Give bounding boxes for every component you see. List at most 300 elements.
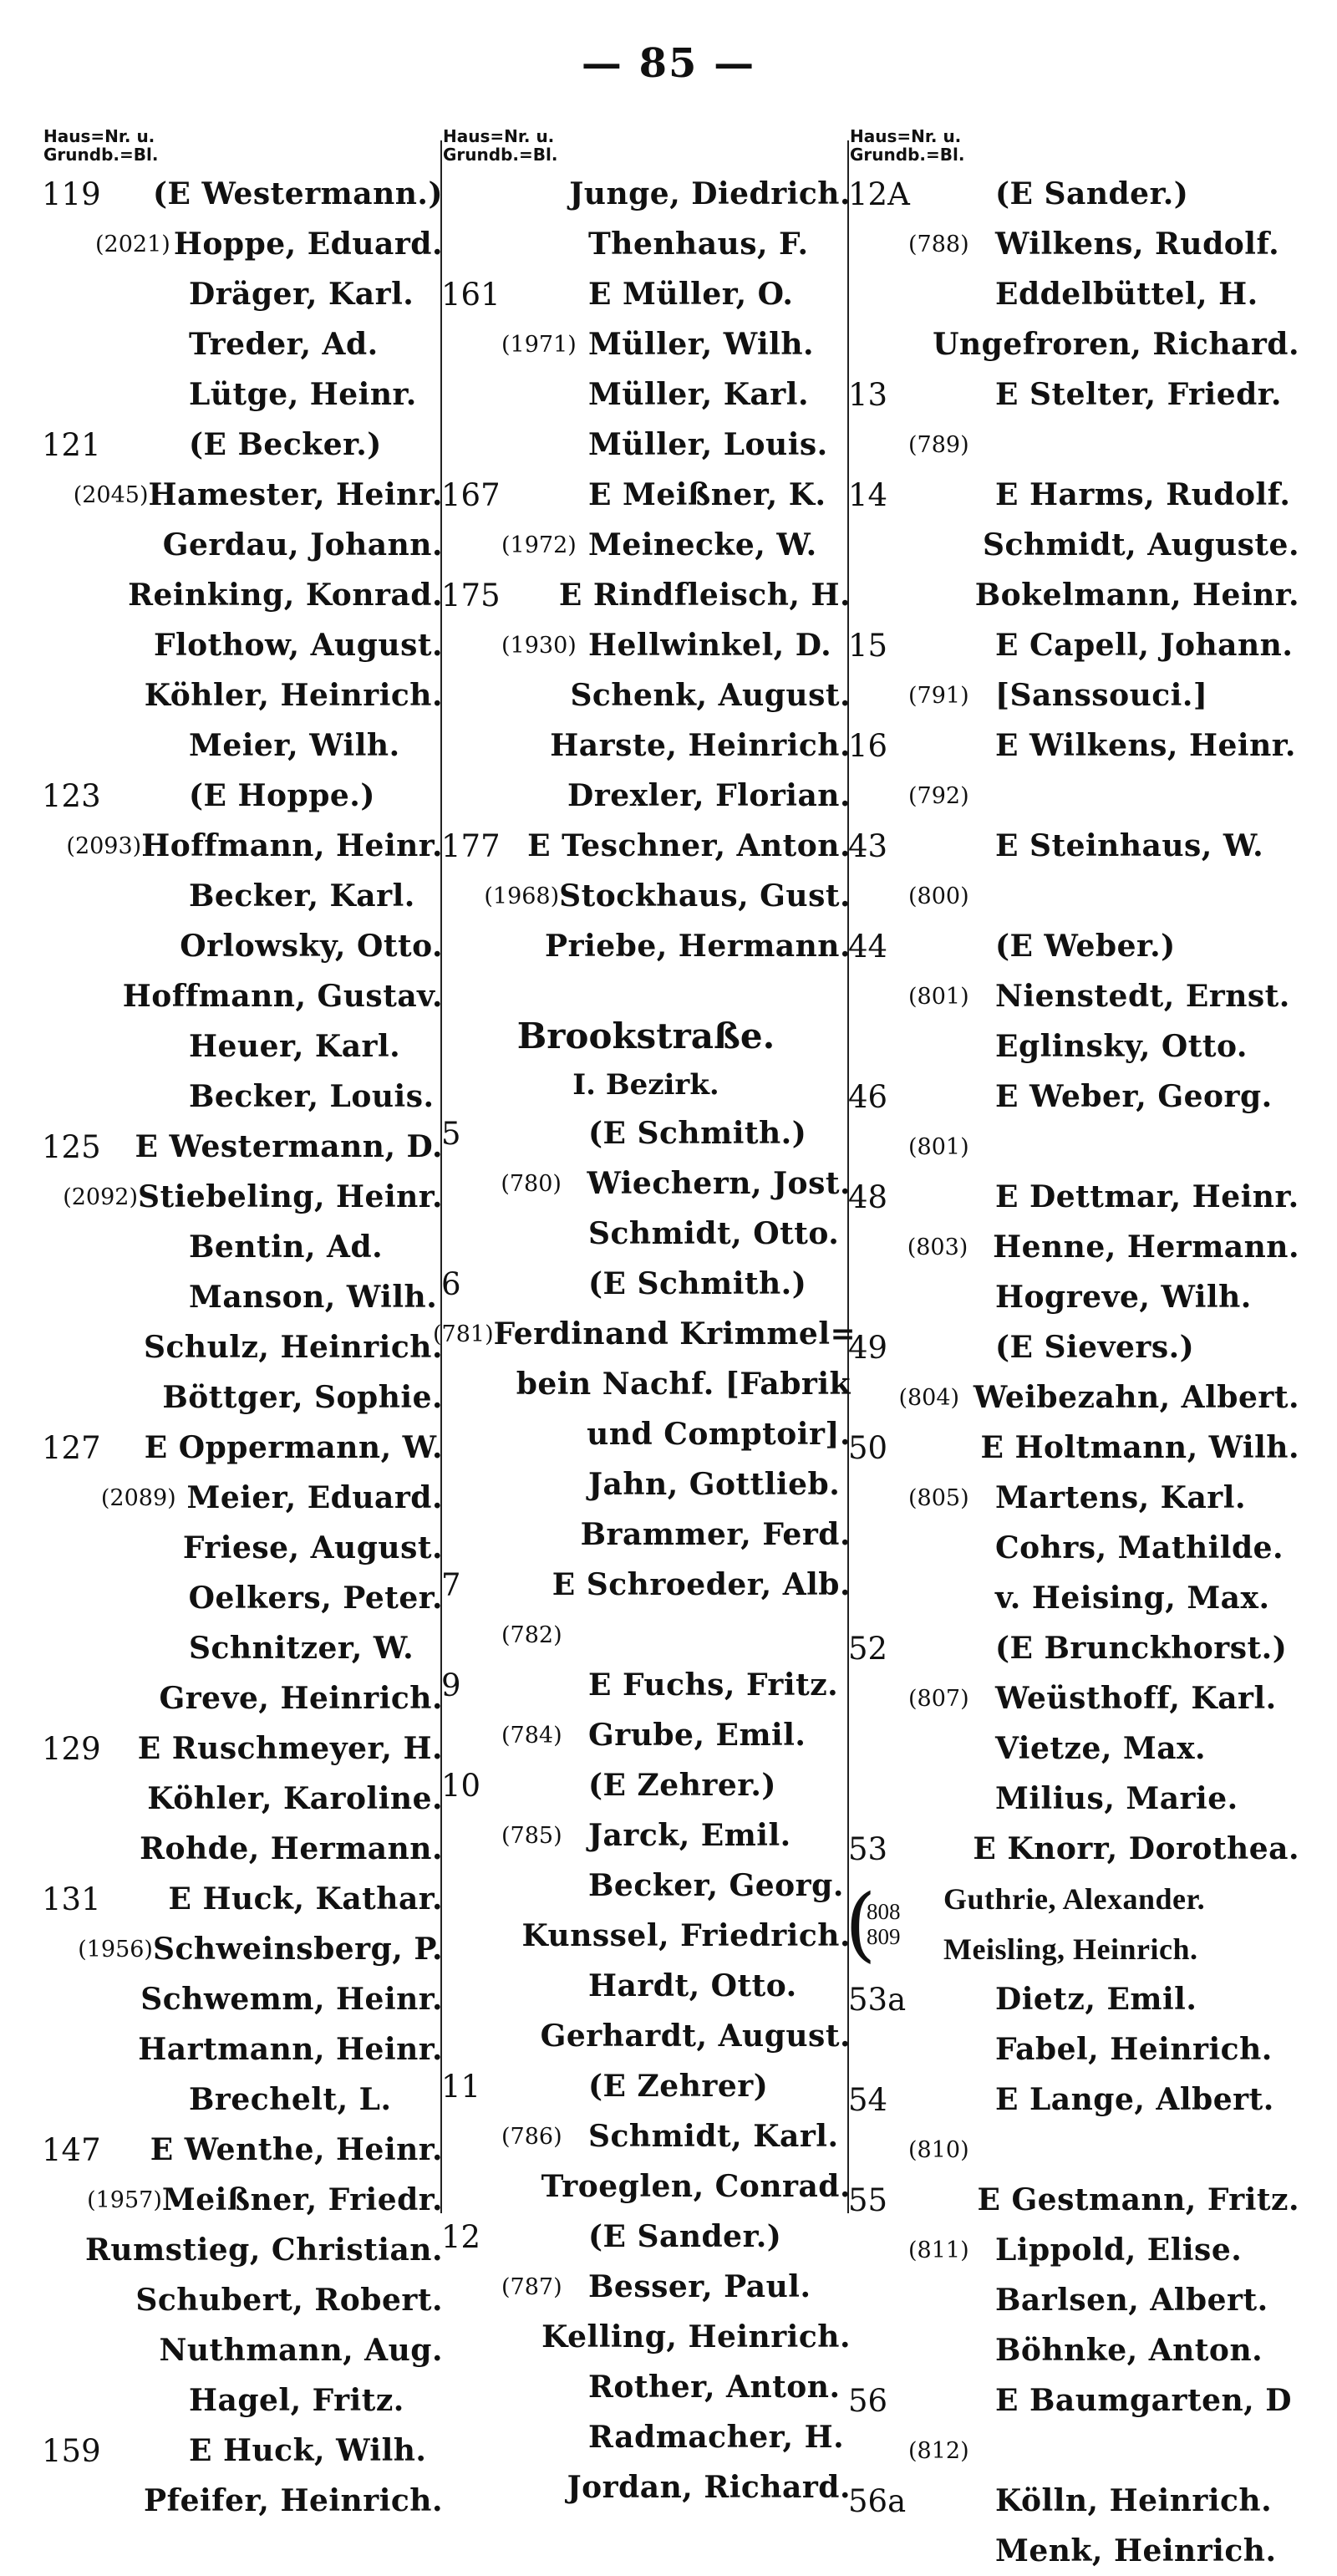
entry-text: Becker, Georg.	[588, 1868, 844, 1903]
entry-line	[441, 2262, 851, 2312]
parcel-number: (1968)	[484, 883, 560, 909]
entry-text: Cohrs, Mathilde.	[995, 1530, 1284, 1565]
entry-text: Heuer, Karl.	[189, 1029, 401, 1064]
entry-text: E Knorr, Dorothea.	[973, 1831, 1299, 1866]
entry-text: Stockhaus, Gust.	[559, 878, 851, 914]
entry-line	[848, 169, 1299, 219]
entry-text: Schweinsberg, P.	[152, 1932, 443, 1967]
entry-text: E Wenthe, Heinr.	[150, 2132, 443, 2167]
entry-line	[441, 2312, 851, 2362]
entry-text: Gerdau, Johann.	[162, 527, 443, 563]
entry-text: Hoffmann, Heinr.	[141, 828, 443, 863]
page-number: — 85 —	[581, 40, 756, 87]
entry-line	[42, 169, 443, 219]
entry-line	[42, 1573, 443, 1623]
entry-text: Radmacher, H.	[588, 2420, 845, 2455]
house-number: 11	[441, 2068, 481, 2105]
entry-text: Hoffmann, Gustav.	[122, 979, 443, 1014]
entry-line	[42, 2125, 443, 2175]
entry-line	[848, 2125, 1299, 2175]
house-number: 53	[848, 1830, 888, 1867]
bracket-entry	[845, 1874, 1299, 1974]
entry-text: Thenhaus, F.	[588, 227, 809, 262]
entry-text: Wiechern, Jost.	[587, 1166, 851, 1201]
entry-line	[848, 520, 1299, 570]
house-number: 10	[441, 1767, 481, 1804]
entry-line	[848, 921, 1299, 971]
entry-line	[848, 269, 1299, 319]
entry-text: Weibezahn, Albert.	[973, 1380, 1299, 1415]
entry-line	[848, 971, 1299, 1021]
entry-line	[42, 319, 443, 369]
entry-line	[42, 1473, 443, 1523]
entry-line	[441, 821, 851, 871]
entry-text: E Huck, Kathar.	[168, 1881, 443, 1917]
entry-line	[441, 470, 851, 520]
house-number: 13	[848, 376, 888, 413]
entry-text: E Teschner, Anton.	[527, 828, 851, 863]
entry-text: Milius, Marie.	[995, 1781, 1238, 1816]
entry-line	[441, 771, 851, 821]
entry-line	[441, 1560, 851, 1610]
entry-list	[848, 169, 1299, 1874]
entry-line	[441, 319, 851, 369]
entry-line	[42, 1723, 443, 1774]
entry-line	[42, 1673, 443, 1723]
entry-line	[848, 2225, 1299, 2275]
house-number: 175	[441, 577, 501, 613]
entry-line	[848, 1122, 1299, 1172]
entry-line	[441, 369, 851, 420]
parcel-number: (2093)	[66, 832, 142, 859]
entry-text: Fabel, Heinrich.	[995, 2032, 1273, 2067]
entry-text: Lippold, Elise.	[995, 2232, 1243, 2268]
entry-text: Bentin, Ad.	[189, 1229, 384, 1265]
entry-line	[42, 1122, 443, 1172]
entry-line	[441, 1359, 851, 1409]
entry-line	[848, 1673, 1299, 1723]
entry-text: Schubert, Robert.	[135, 2283, 443, 2318]
entry-text: Greve, Heinrich.	[159, 1681, 443, 1716]
entry-line	[42, 1523, 443, 1573]
entry-line	[441, 169, 851, 219]
entry-line	[848, 2075, 1299, 2125]
entry-line	[848, 2426, 1299, 2476]
house-number: 46	[848, 1078, 888, 1115]
entry-text: Hardt, Otto.	[588, 1968, 797, 2003]
entry-line	[441, 1459, 851, 1509]
entry-text: Kunssel, Friedrich.	[521, 1918, 851, 1953]
entry-line	[848, 369, 1299, 420]
entry-text: (E Zehrer)	[588, 2069, 769, 2104]
house-number: 48	[848, 1179, 888, 1215]
entry-text: Guthrie, Alexander.	[943, 1882, 1206, 1916]
parcel-number: (784)	[501, 1722, 562, 1749]
entry-text: Hamester, Heinr.	[148, 477, 443, 512]
entry-text: Brechelt, L.	[189, 2082, 392, 2117]
parcel-number: (788)	[908, 231, 969, 257]
entry-line	[42, 2024, 443, 2075]
entry-text: Dräger, Karl.	[189, 277, 414, 312]
entry-text: Bokelmann, Heinr.	[974, 578, 1299, 613]
entry-text: Becker, Karl.	[189, 878, 415, 914]
entry-line	[441, 420, 851, 470]
entry-text: bein Nachf. [Fabrik	[516, 1367, 851, 1402]
entry-line	[848, 1723, 1299, 1774]
entry-line	[42, 219, 443, 269]
entry-text: (E Sievers.)	[995, 1330, 1195, 1365]
entry-text: Vietze, Max.	[995, 1731, 1207, 1766]
entry-line	[42, 369, 443, 420]
parcel-number: (810)	[908, 2136, 969, 2163]
entry-line	[42, 670, 443, 720]
entry-line	[42, 1623, 443, 1673]
entry-line	[848, 670, 1299, 720]
entry-text: Pfeifer, Heinrich.	[144, 2483, 443, 2518]
entry-line	[848, 1423, 1299, 1473]
entry-line	[848, 1372, 1299, 1423]
entry-text: Flothow, August.	[153, 628, 443, 663]
entry-line	[848, 1473, 1299, 1523]
street-heading: Brookstraße.	[516, 1016, 775, 1056]
entry-line	[42, 2175, 443, 2225]
parcel-number: (1971)	[501, 331, 577, 358]
entry-line	[441, 1158, 851, 1209]
entry-line	[848, 2375, 1299, 2426]
entry-text: Manson, Wilh.	[189, 1280, 438, 1315]
entry-text: Besser, Paul.	[588, 2269, 811, 2304]
entry-line	[42, 1372, 443, 1423]
parcel-number: (786)	[501, 2123, 562, 2150]
entry-line	[441, 1961, 851, 2011]
entry-text: E Westermann, D.	[135, 1129, 443, 1164]
entry-line	[42, 2225, 443, 2275]
entry-line	[42, 420, 443, 470]
entry-text: E Rindfleisch, H.	[558, 578, 851, 613]
entry-text: (E Schmith.)	[588, 1116, 807, 1151]
entry-line	[848, 871, 1299, 921]
entry-line	[441, 1710, 851, 1760]
entry-line	[848, 219, 1299, 269]
house-number: 55	[848, 2181, 888, 2218]
entry-text: Nienstedt, Ernst.	[995, 979, 1290, 1014]
entry-text: (E Zehrer.)	[588, 1768, 776, 1803]
entry-line	[848, 420, 1299, 470]
entry-text: Orlowsky, Otto.	[180, 929, 443, 964]
entry-line	[42, 2476, 443, 2526]
entry-text: Schwemm, Heinr.	[140, 1982, 443, 2017]
entry-text: Hogreve, Wilh.	[995, 1280, 1252, 1315]
entry-list	[441, 169, 851, 971]
entry-text: Schmidt, Otto.	[588, 1216, 840, 1251]
entry-list	[42, 169, 443, 2526]
entry-text: E Steinhaus, W.	[995, 828, 1264, 863]
entry-line	[42, 2426, 443, 2476]
parcel-number: (2089)	[100, 1484, 176, 1511]
house-number: 131	[42, 1881, 101, 1917]
entry-line	[848, 470, 1299, 520]
entry-line	[848, 2476, 1299, 2526]
entry-text: Müller, Louis.	[588, 427, 828, 462]
entry-line	[441, 670, 851, 720]
house-number: 7	[441, 1566, 461, 1603]
entry-line	[848, 1974, 1299, 2024]
entry-text: E Fuchs, Fritz.	[588, 1667, 839, 1703]
entry-text: Kölln, Heinrich.	[995, 2483, 1273, 2518]
parcel-number: (1930)	[501, 632, 577, 659]
entry-text: E Schroeder, Alb.	[552, 1567, 851, 1602]
entry-line	[42, 720, 443, 771]
header-line-1: Haus=Nr. u.	[850, 126, 962, 146]
entry-text: E Capell, Johann.	[995, 628, 1294, 663]
entry-line	[848, 1072, 1299, 1122]
parcel-number: (792)	[908, 782, 969, 809]
entry-line	[441, 2111, 851, 2161]
bracket-names	[943, 1874, 1205, 1974]
column-1	[42, 124, 443, 2526]
entry-line	[441, 1660, 851, 1710]
entry-text: Meisling, Heinrich.	[943, 1932, 1198, 1966]
entry-text: Meißner, Friedr.	[161, 2182, 443, 2217]
house-number: 43	[848, 827, 888, 864]
entry-line	[42, 921, 443, 971]
house-number: 15	[848, 627, 888, 664]
entry-line	[848, 1322, 1299, 1372]
entry-text: Hellwinkel, D.	[588, 628, 832, 663]
entry-line	[441, 2061, 851, 2111]
entry-text: E Lange, Albert.	[995, 2082, 1274, 2117]
entry-line	[441, 219, 851, 269]
parcel-number: (2092)	[63, 1184, 138, 1210]
entry-text: (E Schmith.)	[588, 1266, 807, 1301]
entry-text: E Wilkens, Heinr.	[995, 728, 1296, 763]
entry-line	[42, 2375, 443, 2426]
entry-line	[42, 1222, 443, 1272]
entry-line	[441, 1259, 851, 1309]
entry-line	[848, 2526, 1299, 2576]
entry-text: Hagel, Fritz.	[189, 2383, 404, 2418]
entry-line	[848, 1623, 1299, 1673]
spacer	[441, 971, 851, 1011]
entry-text: Drexler, Florian.	[567, 778, 851, 813]
entry-text: v. Heising, Max.	[995, 1581, 1270, 1616]
entry-line	[441, 2462, 851, 2512]
entry-text: Köhler, Karoline.	[147, 1781, 443, 1816]
parcel-number: (2021)	[95, 231, 170, 257]
house-number: 16	[848, 727, 888, 764]
entry-line	[441, 720, 851, 771]
entry-text: (E Brunckhorst.)	[995, 1631, 1288, 1666]
entry-text: Becker, Louis.	[189, 1079, 435, 1114]
header-line-2: Grundb.=Bl.	[443, 145, 558, 165]
entry-line	[441, 620, 851, 670]
house-number: 49	[848, 1329, 888, 1366]
entry-line	[441, 2412, 851, 2462]
entry-line	[42, 1874, 443, 1924]
bracket-parcel-numbers	[863, 1899, 943, 1949]
entry-list	[433, 1108, 857, 2512]
entry-line	[848, 1222, 1299, 1272]
entry-line	[441, 2362, 851, 2412]
entry-text: Schenk, August.	[570, 678, 851, 713]
entry-line	[441, 520, 851, 570]
entry-text: Schmidt, Auguste.	[982, 527, 1299, 563]
entry-line	[42, 620, 443, 670]
parcel-number: (789)	[908, 431, 969, 458]
entry-line	[42, 269, 443, 319]
column-2	[433, 124, 857, 2512]
entry-line	[441, 1610, 851, 1660]
house-number: 121	[42, 426, 101, 463]
parcel-number: (1956)	[78, 1936, 153, 1963]
entry-line	[42, 1072, 443, 1122]
parcel-number: (791)	[908, 682, 969, 709]
entry-text: (E Westermann.)	[152, 176, 443, 211]
column-header	[43, 127, 443, 164]
parcel-number: (804)	[898, 1384, 960, 1411]
entry-text: Jarck, Emil.	[588, 1818, 791, 1853]
entry-text: (E Hoppe.)	[189, 778, 375, 813]
entry-line	[42, 871, 443, 921]
entry-line	[848, 2325, 1299, 2375]
parcel-number: (801)	[908, 1133, 969, 1160]
entry-text: Rohde, Hermann.	[140, 1831, 443, 1866]
entry-line	[848, 1172, 1299, 1222]
entry-text: Lütge, Heinr.	[189, 377, 417, 412]
house-number: 53a	[848, 1981, 907, 2018]
entry-text: E Müller, O.	[588, 277, 794, 312]
entry-text: Troeglen, Conrad.	[541, 2169, 851, 2204]
entry-line	[441, 570, 851, 620]
house-number: 127	[42, 1429, 101, 1466]
entry-line	[42, 1021, 443, 1072]
entry-text: Kelling, Heinrich.	[541, 2319, 851, 2355]
entry-text: Ferdinand Krimmel=	[493, 1316, 857, 1352]
house-number: 147	[42, 2131, 101, 2168]
entry-text: Jordan, Richard.	[567, 2470, 851, 2505]
entry-text: Jahn, Gottlieb.	[588, 1467, 841, 1502]
entry-text: Rumstieg, Christian.	[85, 2232, 443, 2268]
house-number: 56	[848, 2382, 888, 2419]
entry-text: (E Sander.)	[995, 176, 1189, 211]
parcel-number: (812)	[908, 2437, 969, 2464]
entry-line	[42, 1924, 443, 1974]
entry-text: Oelkers, Peter.	[188, 1581, 443, 1616]
entry-line	[42, 1774, 443, 1824]
entry-text: Eglinsky, Otto.	[995, 1029, 1248, 1064]
parcel-number: (811)	[908, 2237, 969, 2263]
entry-text: Müller, Karl.	[588, 377, 809, 412]
entry-line	[848, 570, 1299, 620]
house-number: 9	[441, 1667, 461, 1703]
entry-text: E Baumgarten, D	[995, 2383, 1292, 2418]
parcel-number: (787)	[501, 2273, 562, 2300]
parcel-number: 809	[867, 1924, 901, 1949]
entry-line	[848, 1021, 1299, 1072]
entry-text: Stiebeling, Heinr.	[137, 1179, 443, 1214]
parcel-number: (805)	[908, 1484, 969, 1511]
entry-text: Brammer, Ferd.	[580, 1517, 851, 1552]
parcel-number: (1957)	[87, 2187, 162, 2213]
entry-text: Schnitzer, W.	[189, 1631, 414, 1666]
header-line-1: Haus=Nr. u.	[443, 126, 555, 146]
entry-text: Schmidt, Karl.	[588, 2119, 839, 2154]
entry-line	[848, 1272, 1299, 1322]
entry-text: Meier, Eduard.	[186, 1480, 443, 1515]
house-number: 44	[848, 928, 888, 965]
entry-text: E Meißner, K.	[588, 477, 826, 512]
house-number: 119	[42, 176, 101, 212]
entry-text: Martens, Karl.	[995, 1480, 1246, 1515]
entry-text: Gerhardt, August.	[540, 2019, 851, 2054]
entry-line	[42, 570, 443, 620]
header-line-1: Haus=Nr. u.	[43, 126, 155, 146]
entry-line	[441, 1409, 851, 1459]
entry-text: E Ruschmeyer, H.	[137, 1731, 443, 1766]
column-3	[845, 124, 1299, 2576]
entry-text: Harste, Heinrich.	[550, 728, 851, 763]
entry-text: Wilkens, Rudolf.	[995, 227, 1280, 262]
entry-line	[441, 871, 851, 921]
entry-text: Nuthmann, Aug.	[159, 2333, 443, 2368]
entry-line	[848, 620, 1299, 670]
entry-line	[848, 821, 1299, 871]
parcel-number: (800)	[908, 883, 969, 909]
entry-text: Ungefroren, Richard.	[933, 327, 1299, 362]
entry-line	[441, 2161, 851, 2212]
entry-line	[42, 1172, 443, 1222]
entry-text: E Dettmar, Heinr.	[995, 1179, 1299, 1214]
house-number: 6	[441, 1265, 461, 1302]
house-number: 56a	[848, 2482, 907, 2519]
entry-line	[42, 470, 443, 520]
entry-line	[42, 821, 443, 871]
house-number: 167	[441, 476, 501, 513]
entry-text: Menk, Heinrich.	[995, 2533, 1277, 2568]
entry-text: Köhler, Heinrich.	[144, 678, 443, 713]
entry-text: Böhnke, Anton.	[995, 2333, 1263, 2368]
house-number: 129	[42, 1730, 101, 1767]
entry-line	[441, 1108, 851, 1158]
column-header	[850, 127, 1299, 164]
house-number: 177	[441, 827, 501, 864]
entry-line	[441, 2212, 851, 2262]
entry-line	[848, 1774, 1299, 1824]
house-number: 14	[848, 476, 888, 513]
entry-text: Böttger, Sophie.	[162, 1380, 443, 1415]
parcel-number: (782)	[501, 1621, 562, 1648]
entry-text: Rother, Anton.	[588, 2370, 841, 2405]
entry-text: und Comptoir].	[587, 1417, 851, 1452]
entry-text: (E Becker.)	[189, 427, 382, 462]
entry-line	[441, 1861, 851, 1911]
entry-line	[441, 2011, 851, 2061]
parcel-number: (2045)	[73, 481, 149, 508]
entry-line	[433, 1309, 857, 1359]
entry-line	[848, 1573, 1299, 1623]
entry-text: E Harms, Rudolf.	[995, 477, 1291, 512]
entry-line	[42, 2325, 443, 2375]
entry-text: Treder, Ad.	[189, 327, 379, 362]
entry-line	[42, 1824, 443, 1874]
entry-text: Barlsen, Albert.	[995, 2283, 1268, 2318]
parcel-number: (1972)	[501, 532, 577, 558]
entry-line	[42, 1974, 443, 2024]
entry-text: Henne, Hermann.	[993, 1229, 1299, 1265]
entry-text: E Huck, Wilh.	[189, 2433, 427, 2468]
entry-text: Reinking, Konrad.	[128, 578, 443, 613]
entry-text: E Gestmann, Fritz.	[977, 2182, 1299, 2217]
